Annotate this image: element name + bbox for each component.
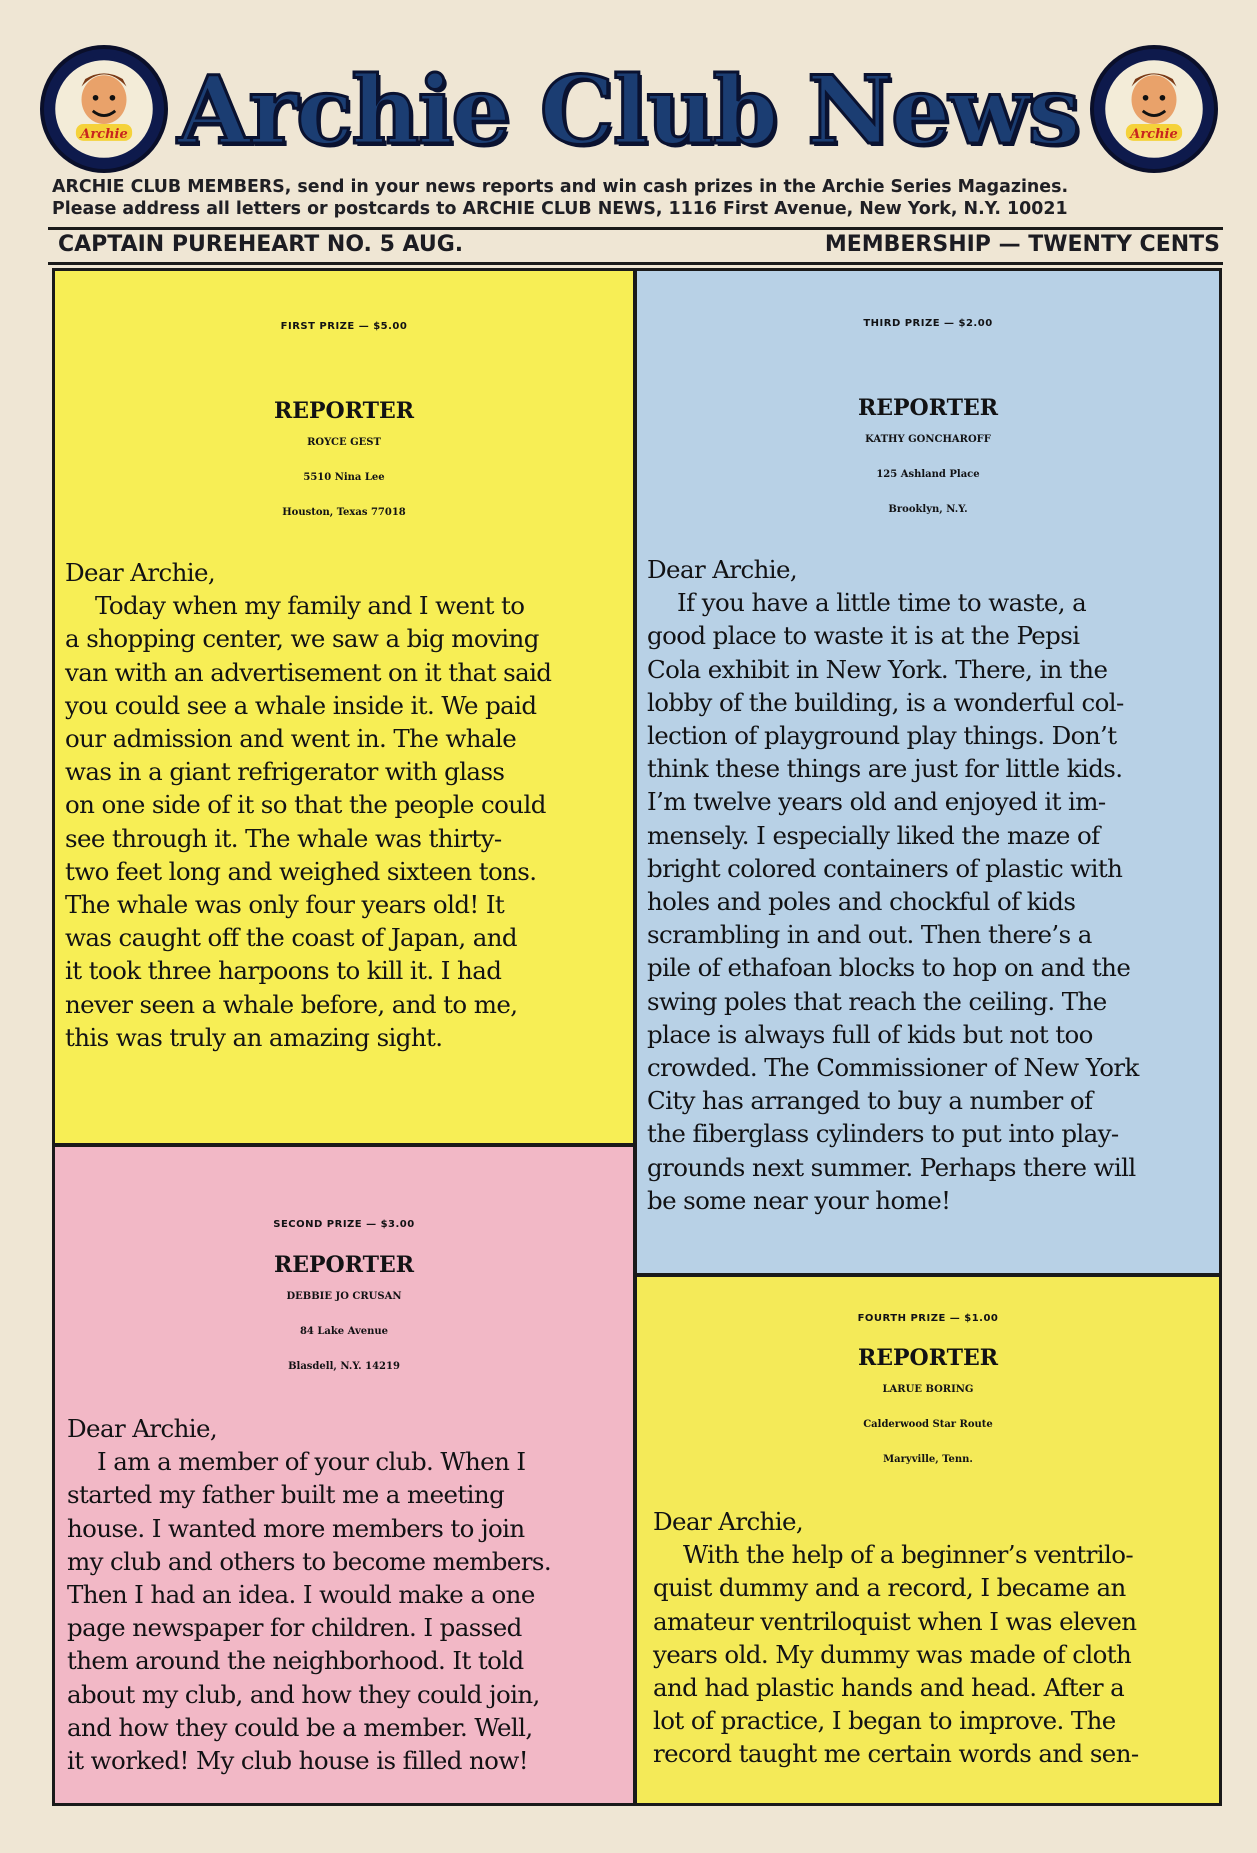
letter-line: see through it. The whale was thirty-: [65, 823, 502, 853]
archie-club-badge-left-icon: [40, 45, 168, 173]
letter-line: and how they could be a member. Well,: [67, 1712, 533, 1742]
letter-line: crowded. The Commissioner of New York: [647, 1053, 1139, 1083]
issue-line: [58, 232, 1220, 260]
letter-line: page newspaper for children. I passed: [67, 1613, 522, 1643]
letter-body: [653, 1505, 1139, 1771]
letter-line: this was truly an amazing sight.: [65, 1022, 443, 1052]
letter-line: lection of playground play things. Don’t: [647, 721, 1117, 751]
letter-body: [67, 1412, 551, 1777]
reporter-label: REPORTER: [857, 1345, 999, 1371]
letter-greeting: Dear Archie,: [647, 555, 798, 584]
reporter-address-1: 84 Lake Avenue: [299, 1326, 389, 1337]
letter-line: grounds next summer. Perhaps there will: [647, 1152, 1136, 1182]
prize-heading: FOURTH PRIZE — $1.00: [857, 1313, 999, 1324]
letter-line: swing poles that reach the ceiling. The: [647, 986, 1107, 1016]
letter-line: Cola exhibit in New York. There, in the: [647, 654, 1108, 684]
reporter-address-1: 125 Ashland Place: [876, 469, 980, 480]
reporter-name: ROYCE GEST: [307, 437, 381, 448]
letter-line: record taught me certain words and sen-: [653, 1739, 1139, 1769]
letter-body: [65, 556, 551, 1054]
page-title: Archie Club News: [177, 56, 1079, 166]
reporter-address-1: 5510 Nina Lee: [303, 472, 385, 483]
letter-line: place is always full of kids but not too: [647, 1019, 1093, 1049]
letter-line: house. I wanted more members to join: [67, 1513, 525, 1543]
letter-line: amateur ventriloquist when I was eleven: [653, 1606, 1137, 1636]
letter-line: and had plastic hands and head. After a: [653, 1673, 1125, 1703]
letter-line: them around the neighborhood. It told: [67, 1646, 524, 1676]
letter-greeting: Dear Archie,: [67, 1414, 218, 1443]
prize-heading: THIRD PRIZE — $2.00: [863, 318, 993, 329]
reporter-label: REPORTER: [273, 398, 415, 424]
second-prize-panel: [52, 1144, 636, 1806]
letter-line: mensely. I especially liked the maze of: [647, 820, 1100, 850]
subhead-line-2: Please address all letters or postcards to ARCHIE CLUB NEWS, 1116 First Avenue, New York, N.Y. 10021: [52, 199, 1068, 219]
letter-line: The whale was only four years old! It: [65, 890, 505, 920]
reporter-name: KATHY GONCHAROFF: [865, 434, 991, 445]
badge-right-text: Archie: [1130, 127, 1178, 142]
letter-line: a shopping center, we saw a big moving: [65, 624, 539, 654]
letter-greeting: Dear Archie,: [653, 1507, 804, 1536]
letter-line: was in a giant refrigerator with glass: [65, 757, 505, 787]
letter-greeting: Dear Archie,: [65, 558, 216, 587]
letter-line: about my club, and how they could join,: [67, 1679, 540, 1709]
letter-line: Then I had an idea. I would make a one: [67, 1580, 535, 1610]
reporter-label: REPORTER: [273, 1252, 415, 1278]
prize-heading: FIRST PRIZE — $5.00: [280, 321, 408, 332]
letter-body: [647, 553, 1139, 1217]
letter-line: our admission and went in. The whale: [65, 724, 517, 754]
badge-left-text: Archie: [80, 127, 128, 142]
reporter-name: LARUE BORING: [882, 1384, 974, 1395]
subhead-line-1: ARCHIE CLUB MEMBERS, send in your news reports and win cash prizes in the Archie Series Magazines.: [52, 177, 1069, 197]
letter-line: I am a member of your club. When I: [97, 1447, 526, 1477]
letter-line: pile of ethafoan blocks to hop on and the: [647, 953, 1131, 983]
reporter-label: REPORTER: [857, 395, 999, 421]
letter-line: on one side of it so that the people could: [65, 790, 546, 820]
letter-line: it took three harpoons to kill it. I had: [65, 956, 502, 986]
reporter-address-2: Houston, Texas 77018: [282, 507, 406, 518]
letter-line: scrambling in and out. Then there’s a: [647, 920, 1092, 950]
reporter-address-2: Blasdell, N.Y. 14219: [288, 1361, 400, 1372]
reporter-block: [55, 1250, 633, 1384]
prize-heading: SECOND PRIZE — $3.00: [273, 1219, 415, 1230]
letter-line: two feet long and weighed sixteen tons.: [65, 856, 537, 886]
letter-line: was caught off the coast of Japan, and: [65, 923, 517, 953]
letter-line: years old. My dummy was made of cloth: [653, 1639, 1132, 1669]
letter-line: van with an advertisement on it that said: [65, 657, 552, 687]
letter-line: you could see a whale inside it. We paid: [65, 690, 537, 720]
letter-line: the fiberglass cylinders to put into play-: [647, 1119, 1119, 1149]
letter-line: If you have a little time to waste, a: [677, 588, 1087, 618]
divider-top: [48, 227, 1223, 230]
divider-bottom: [48, 262, 1223, 265]
letter-line: be some near your home!: [647, 1185, 951, 1215]
reporter-address-1: Calderwood Star Route: [863, 1419, 993, 1430]
issue-info: CAPTAIN PUREHEART NO. 5 AUG.: [58, 232, 464, 257]
reporter-block: [55, 396, 633, 530]
letter-line: lobby of the building, is a wonderful col-: [647, 687, 1124, 717]
letter-line: I’m twelve years old and enjoyed it im-: [647, 787, 1106, 817]
letter-line: think these things are just for little kids.: [647, 754, 1123, 784]
letter-line: Today when my family and I went to: [95, 591, 525, 621]
letter-line: never seen a whale before, and to me,: [65, 989, 518, 1019]
membership-info: MEMBERSHIP — TWENTY CENTS: [824, 232, 1220, 257]
reporter-address-2: Brooklyn, N.Y.: [888, 504, 968, 515]
letter-line: it worked! My club house is filled now!: [67, 1746, 528, 1776]
reporter-name: DEBBIE JO CRUSAN: [286, 1291, 402, 1302]
letter-line: my club and others to become members.: [67, 1546, 552, 1576]
submission-instructions: [52, 176, 1217, 220]
letter-line: City has arranged to buy a number of: [647, 1086, 1093, 1116]
letter-line: quist dummy and a record, I became an: [653, 1573, 1126, 1603]
first-prize-panel: [52, 268, 636, 1146]
third-prize-panel: [634, 268, 1222, 1276]
archie-club-badge-right-icon: [1090, 45, 1218, 173]
letter-line: bright colored containers of plastic with: [647, 853, 1123, 883]
reporter-block: [637, 393, 1219, 527]
letter-line: holes and poles and chockful of kids: [647, 887, 1076, 917]
fourth-prize-panel: [634, 1274, 1222, 1806]
letter-line: started my father built me a meeting: [67, 1480, 505, 1510]
reporter-block: [637, 1343, 1219, 1477]
letter-line: With the help of a beginner’s ventrilo-: [683, 1540, 1134, 1570]
reporter-address-2: Maryville, Tenn.: [883, 1454, 973, 1465]
letter-line: lot of practice, I began to improve. The: [653, 1706, 1116, 1736]
letter-line: good place to waste it is at the Pepsi: [647, 621, 1080, 651]
